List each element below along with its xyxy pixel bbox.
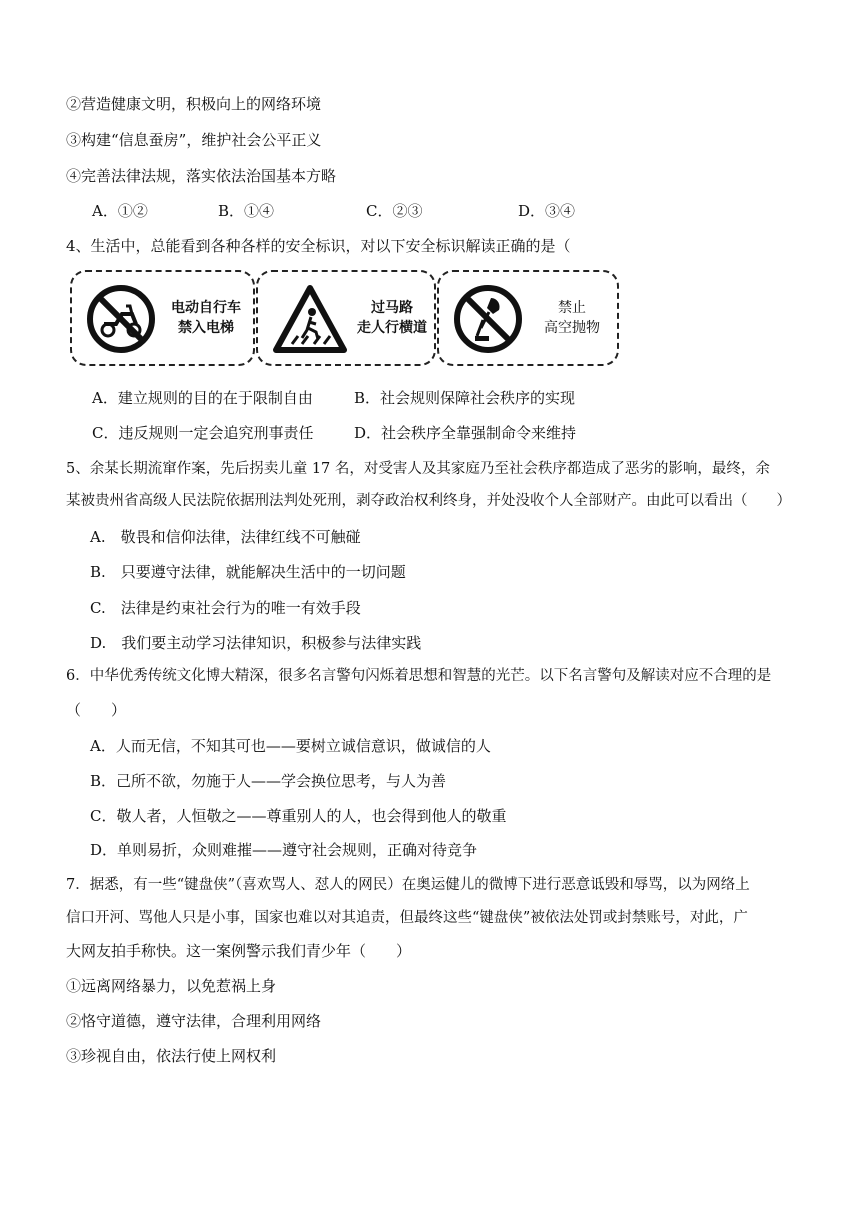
q5-stem-line2: 某被贵州省高级人民法院依据刑法判处死刑，剥夺政治权利终身，并处没收个人全部财产。由此可以看出（ ） xyxy=(66,493,791,509)
q5-option-b: B. 只要遵守法律，就能解决生活中的一切问题 xyxy=(90,563,406,581)
prev-option-d: D．③④ xyxy=(518,202,576,220)
no-throwing-icon xyxy=(453,284,523,354)
q6-option-a: A．人而无信，不知其可也——要树立诚信意识，做诚信的人 xyxy=(90,737,491,755)
q6-option-b: B．己所不欲，勿施于人——学会换位思考，与人为善 xyxy=(90,772,447,790)
q5-stem-line1: 5、余某长期流窜作案，先后拐卖儿童 17 名，对受害人及其家庭乃至社会秩序都造成了恶劣的影响，最终，余 xyxy=(66,461,770,477)
prev-item-4: ④完善法律法规，落实依法治国基本方略 xyxy=(66,167,337,185)
q7-item-3: ③珍视自由，依法行使上网权利 xyxy=(66,1047,277,1065)
sign-crosswalk-line1: 过马路 xyxy=(371,300,413,316)
sign-no-throwing-line2: 高空抛物 xyxy=(544,320,600,336)
q4-sign-row xyxy=(70,270,622,370)
q5-option-a: A. 敬畏和信仰法律，法律红线不可触碰 xyxy=(90,528,361,546)
q4-option-c: C．违反规则一定会追究刑事责任 xyxy=(92,424,314,442)
q7-stem-line1: 7．据悉，有一些“键盘侠”（喜欢骂人、怼人的网民）在奥运健儿的微博下进行恶意诋毁和辱骂，以为网络上 xyxy=(66,877,750,893)
prev-option-a: A．①② xyxy=(92,202,148,220)
q6-stem-line1: 6．中华优秀传统文化博大精深，很多名言警句闪烁着思想和智慧的光芒。以下名言警句及解读对应不合理的是 xyxy=(66,668,772,684)
sign-no-ebike-line1: 电动自行车 xyxy=(171,300,241,316)
sign-crosswalk-line2: 走人行横道 xyxy=(357,320,427,336)
q6-stem-line2: （ ） xyxy=(66,701,127,719)
q6-option-c: C．敬人者，人恒敬之——尊重别人的人，也会得到他人的敬重 xyxy=(90,807,507,825)
no-ebike-icon xyxy=(86,284,156,354)
prev-option-b: B．①④ xyxy=(218,202,275,220)
sign-no-ebike xyxy=(70,270,255,366)
q4-option-a: A．建立规则的目的在于限制自由 xyxy=(92,389,313,407)
sign-crosswalk xyxy=(256,270,436,366)
q7-stem-line3: 大网友拍手称快。这一案例警示我们青少年（ ） xyxy=(66,942,412,960)
q7-item-1: ①远离网络暴力，以免惹祸上身 xyxy=(66,977,277,995)
q4-option-d: D．社会秩序全靠强制命令来维持 xyxy=(354,424,577,442)
pedestrian-crossing-icon xyxy=(272,284,348,354)
prev-item-3: ③构建“信息蚕房”，维护社会公平正义 xyxy=(66,131,322,149)
q6-option-d: D．单则易折，众则难摧——遵守社会规则，正确对待竞争 xyxy=(90,841,478,859)
q4-stem: 4、生活中，总能看到各种各样的安全标识，对以下安全标识解读正确的是（ xyxy=(66,237,571,255)
q7-stem-line2: 信口开河、骂他人只是小事，国家也难以对其追责，但最终这些“键盘侠”被依法处罚或封禁账号，对此，广 xyxy=(66,910,748,926)
sign-no-ebike-line2: 禁入电梯 xyxy=(178,320,234,336)
q5-option-d: D. 我们要主动学习法律知识，积极参与法律实践 xyxy=(90,634,422,652)
q7-item-2: ②恪守道德，遵守法律，合理利用网络 xyxy=(66,1012,322,1030)
prev-item-2: ②营造健康文明，积极向上的网络环境 xyxy=(66,95,322,113)
sign-no-throwing-line1: 禁止 xyxy=(558,300,586,316)
q5-option-c: C. 法律是约束社会行为的唯一有效手段 xyxy=(90,599,361,617)
q4-option-b: B．社会规则保障社会秩序的实现 xyxy=(354,389,576,407)
prev-option-c: C．②③ xyxy=(366,202,423,220)
sign-no-throwing xyxy=(437,270,619,366)
